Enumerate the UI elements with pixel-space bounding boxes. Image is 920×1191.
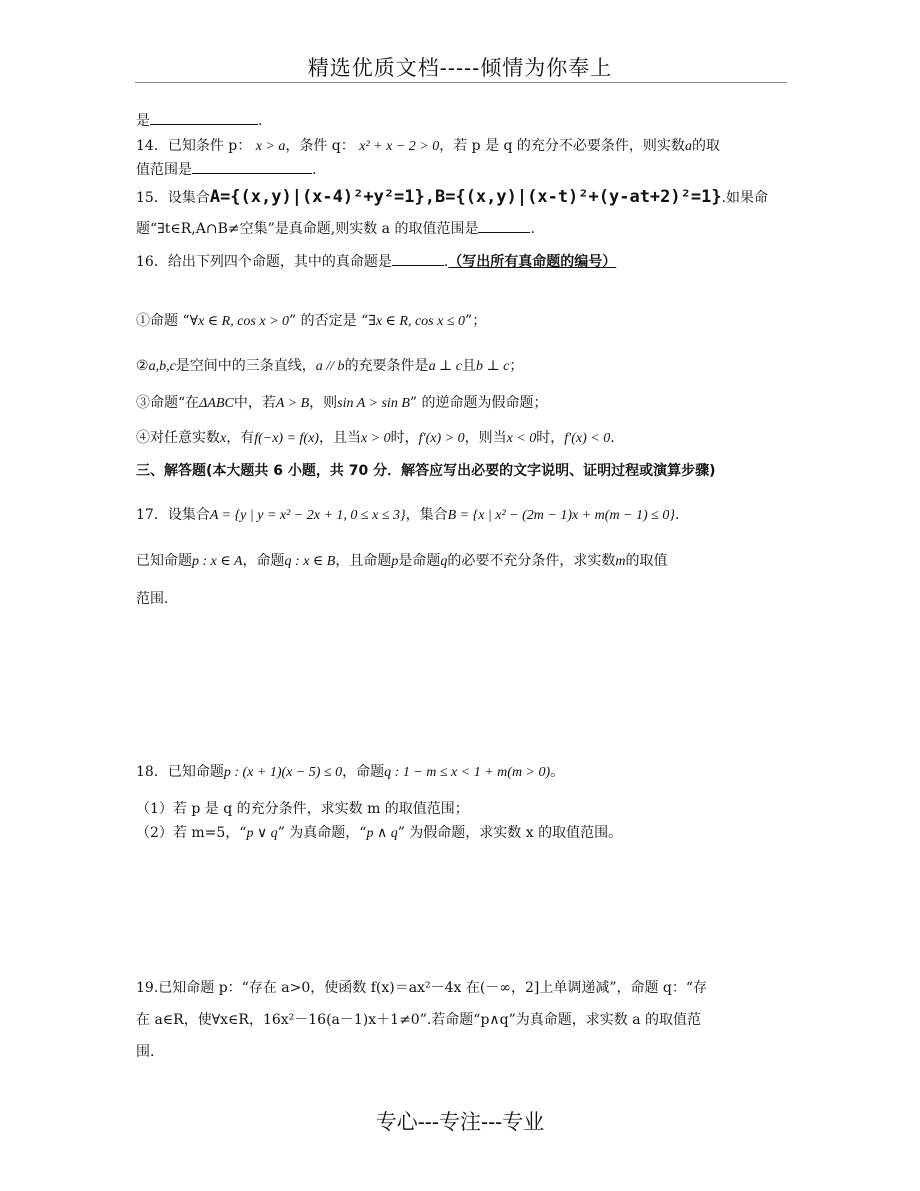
q17-line1 — [136, 505, 679, 526]
q17-line2 — [136, 551, 667, 572]
q18-s2a: （2）若 m=5，“ — [136, 825, 247, 841]
q14-end: . — [312, 162, 317, 178]
q16-item2-d: 且 — [461, 358, 476, 374]
q16-item3 — [136, 393, 548, 414]
q16-answer-blank — [392, 251, 444, 266]
q16-item4-m4: f′(x) > 0 — [418, 431, 465, 446]
q15-end: . — [530, 221, 535, 237]
q17-l2c: ，且命题 — [335, 553, 392, 569]
q16-item2-c: 的充要条件是 — [344, 358, 429, 374]
q16-item2-e: ； — [509, 358, 524, 374]
q14-tail2: 的取 — [691, 138, 720, 154]
q16-item4-m5: x < 0 — [506, 431, 537, 446]
q15-number: 15．设集合 — [136, 190, 210, 206]
q18-sub1: （1）若 p 是 q 的充分条件，求实数 m 的取值范围； — [136, 801, 469, 817]
q14-answer-blank — [192, 159, 312, 174]
q18-b: ，命题 — [342, 764, 385, 780]
q16-item2-m4: b ⊥ c — [475, 359, 510, 374]
q16-item1-b: ” 的否定是 “ — [289, 313, 369, 329]
q17-mv: m — [615, 554, 626, 569]
q19-line1: 19.已知命题 p：“存在 a>0，使函数 f(x)＝ax²－4x 在(－∞，2]上单调递减”，命题 q：“存 — [136, 980, 708, 996]
q17-l2e: 的必要不充分条件，求实数 — [447, 553, 616, 569]
q16-item4-a: ④对任意实数 — [136, 430, 220, 446]
q17-c: . — [674, 507, 680, 523]
q15-line2-text: 题“∃t∈R,A∩B≠空集”是真命题,则实数 a 的取值范围是 — [136, 221, 479, 237]
q16-item4-m2: f(−x) = f(x) — [254, 431, 319, 446]
q17-a: 17．设集合 — [136, 507, 210, 523]
q17-l2b: ，命题 — [242, 553, 285, 569]
q13-tail-line — [136, 110, 262, 131]
q18-s2c: ” 为假命题，求实数 x 的取值范围。 — [397, 825, 623, 841]
q13-prefix: 是 — [136, 113, 150, 129]
page-header-title: 精选优质文档-----倾情为你奉上 — [307, 56, 613, 80]
q18-p: p : (x + 1)(x − 5) ≤ 0 — [223, 765, 343, 780]
q15-sets: A={(x,y)|(x-4)²+y²=1},B={(x,y)|(x-t)²+(y-at+2)²=1} — [209, 187, 722, 207]
q18-s2b: ” 为真命题，“ — [277, 825, 367, 841]
q17-setA: A = {y | y = x² − 2x + 1, 0 ≤ x ≤ 3} — [209, 508, 406, 523]
q14-line1 — [136, 136, 720, 157]
q15-tail: .如果命 — [721, 190, 769, 206]
q15-line1 — [136, 187, 768, 208]
q16-item2-b: 是空间中的三条直线， — [175, 358, 316, 374]
q16-item4-f: 时， — [536, 430, 565, 446]
q16-item2-m2: a // b — [315, 359, 345, 374]
q16-text: 16．给出下列四个命题，其中的真命题是 — [136, 254, 392, 270]
q18-sub2 — [136, 823, 622, 844]
q17-qv: q — [440, 554, 448, 569]
q16-item3-m2: A > B — [275, 396, 310, 411]
q17-setB: B = {x | x² − (2m − 1)x + m(m − 1) ≤ 0} — [447, 508, 675, 523]
q15-answer-blank — [478, 218, 530, 233]
q14-number: 14．已知条件 p： — [136, 138, 252, 154]
q17-line3: 范围. — [136, 591, 169, 607]
q16-item4-c: ，且当 — [318, 430, 361, 446]
q18-and: p ∧ q — [366, 826, 398, 841]
q16-item4-b: ，有 — [226, 430, 255, 446]
q17-q: q : x ∈ B — [284, 554, 336, 569]
q16-item2 — [136, 356, 523, 377]
q13-end: . — [258, 113, 263, 129]
q17-p: p : x ∈ A — [192, 554, 243, 569]
q16-item3-m3: sin A > sin B — [337, 396, 410, 411]
q16-note: （写出所有真命题的编号） — [448, 254, 617, 270]
q16-item1-m1: ∀x ∈ R, cos x > 0 — [189, 314, 290, 329]
q16-item4-d: 时， — [390, 430, 419, 446]
q16-item4 — [136, 428, 615, 449]
q16-item4-m3: x > 0 — [360, 431, 391, 446]
q14-q-expr: x² + x − 2 > 0 — [359, 139, 440, 154]
q14-tail: ，若 p 是 q 的充分不必要条件，则实数 — [439, 138, 685, 154]
header-divider — [135, 82, 787, 83]
q18-q: q : 1 − m ≤ x < 1 + m(m > 0) — [384, 765, 551, 780]
q16-item4-m1: x — [220, 431, 227, 446]
q16-item1-a: ①命题 “ — [136, 313, 190, 329]
q14-mid: ，条件 q： — [285, 138, 355, 154]
q19-line2: 在 a∈R，使∀x∈R，16x²－16(a－1)x＋1≠0”.若命题“p∧q”为真命题，求实数 a 的取值范 — [136, 1012, 702, 1028]
q16-end: . — [443, 254, 449, 270]
q14-p-expr: x > a — [255, 139, 286, 154]
q18-c: 。 — [550, 764, 565, 780]
q17-l2f: 的取值 — [625, 553, 668, 569]
q19-line3: 围. — [136, 1044, 155, 1060]
q16-item3-d: ” 的逆命题为假命题； — [409, 395, 548, 411]
q15-line2 — [136, 218, 535, 239]
q16-line — [136, 251, 616, 272]
q17-b: ，集合 — [405, 507, 448, 523]
q17-pv: p — [391, 554, 399, 569]
q16-item1 — [136, 311, 486, 332]
q18-line1 — [136, 762, 564, 783]
q14-var: a — [684, 139, 692, 154]
page-footer: 专心---专注---专业 — [375, 1110, 545, 1134]
q16-item3-b: 中，若 — [233, 395, 276, 411]
q17-l2a: 已知命题 — [136, 553, 192, 569]
q16-item3-c: ，则 — [309, 395, 338, 411]
q14-line2-text: 值范围是 — [136, 162, 192, 178]
q16-item4-g: . — [610, 430, 615, 446]
q18-a: 18．已知命题 — [136, 764, 224, 780]
q16-item2-m1: a,b,c — [148, 359, 176, 374]
q16-item2-a: ② — [136, 358, 149, 374]
q16-item4-m6: f′(x) < 0 — [564, 431, 611, 446]
q16-item1-c: ”； — [465, 313, 487, 329]
q16-item4-e: ，则当 — [464, 430, 507, 446]
section3-title: 三、解答题(本大题共 6 小题，共 70 分．解答应写出必要的文字说明、证明过程或演算步骤) — [136, 463, 716, 479]
q18-or: p ∨ q — [246, 826, 278, 841]
q16-item3-m1: ΔABC — [199, 396, 234, 411]
q16-item2-m3: a ⊥ c — [428, 359, 462, 374]
q16-item1-m2: ∃x ∈ R, cos x ≤ 0 — [368, 314, 466, 329]
q14-line2 — [136, 159, 316, 180]
q16-item3-a: ③命题“在 — [136, 395, 200, 411]
q17-l2d: 是命题 — [398, 553, 441, 569]
q13-answer-blank — [150, 110, 258, 125]
